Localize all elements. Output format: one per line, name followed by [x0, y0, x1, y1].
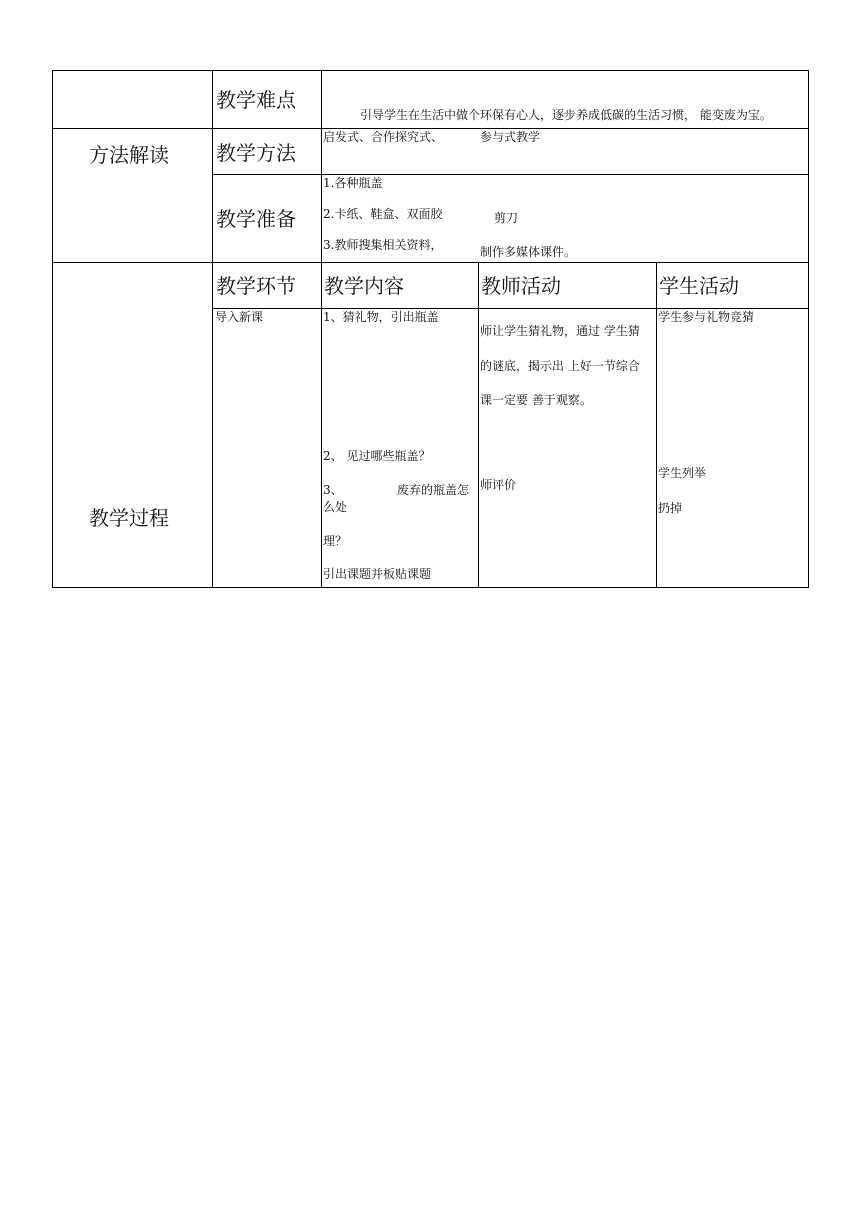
teacher-activity-2: 的谜底，揭示出 上好一节综合: [480, 359, 640, 373]
method-section-label: 方法解读: [89, 143, 169, 167]
prep-item-1: 1.各种瓶盖: [323, 176, 383, 190]
row-divider-difficulty: [52, 128, 809, 129]
teacher-activity-4: 师评价: [480, 478, 517, 492]
content-item-2: 2、 见过哪些瓶盖？: [323, 449, 431, 463]
student-activity-1: 学生参与礼物竞猜: [658, 310, 755, 324]
prep-item-3: 3.教师搜集相关资料，: [323, 238, 443, 252]
row-divider-header: [212, 308, 809, 309]
table-border-bottom: [52, 587, 809, 588]
prep-item-2b: 剪刀: [494, 211, 519, 225]
teacher-activity-3: 课一定要 善于观察。: [480, 393, 592, 407]
content-item-3-text: 废弃的瓶盖怎: [397, 483, 470, 497]
method-label: 教学方法: [216, 141, 296, 165]
table-border-left: [52, 70, 53, 588]
content-item-1: 1、猜礼物，引出瓶盖: [323, 310, 439, 324]
teacher-activity-1: 师让学生猜礼物，通过 学生猜: [480, 324, 640, 338]
process-section-label: 教学过程: [89, 506, 169, 530]
difficulty-label: 教学难点: [216, 88, 296, 112]
col-divider-3: [478, 262, 479, 588]
step-intro: 导入新课: [215, 310, 264, 324]
table-border-right: [808, 70, 809, 588]
header-step: 教学环节: [216, 274, 296, 298]
header-teacher: 教师活动: [481, 274, 561, 298]
prep-item-3b: 制作多媒体课件。: [480, 245, 577, 259]
method-value-2: 参与式教学: [480, 130, 541, 144]
prep-item-2: 2.卡纸、鞋盒、双面胶: [323, 207, 443, 221]
col-divider-1: [212, 70, 213, 588]
student-activity-3: 扔掉: [658, 501, 683, 515]
table-border-top: [52, 70, 809, 71]
col-divider-4: [656, 262, 657, 588]
method-value-1: 启发式、合作探究式、: [323, 130, 444, 144]
col-divider-2: [321, 70, 322, 588]
content-item-3-num: 3、: [323, 483, 343, 497]
content-item-3-end: 理？: [323, 534, 348, 548]
header-content: 教学内容: [324, 274, 404, 298]
content-item-4: 引出课题并板贴课题: [323, 567, 432, 581]
content-item-3-cont: 么处: [323, 500, 348, 514]
difficulty-content: 引导学生在生活中做个环保有心人，逐步养成低碳的生活习惯， 能变废为宝。: [360, 108, 772, 122]
row-divider-method: [212, 174, 809, 175]
student-activity-2: 学生列举: [658, 466, 707, 480]
prep-label: 教学准备: [216, 207, 296, 231]
row-divider-prep: [52, 262, 809, 263]
header-student: 学生活动: [659, 274, 739, 298]
